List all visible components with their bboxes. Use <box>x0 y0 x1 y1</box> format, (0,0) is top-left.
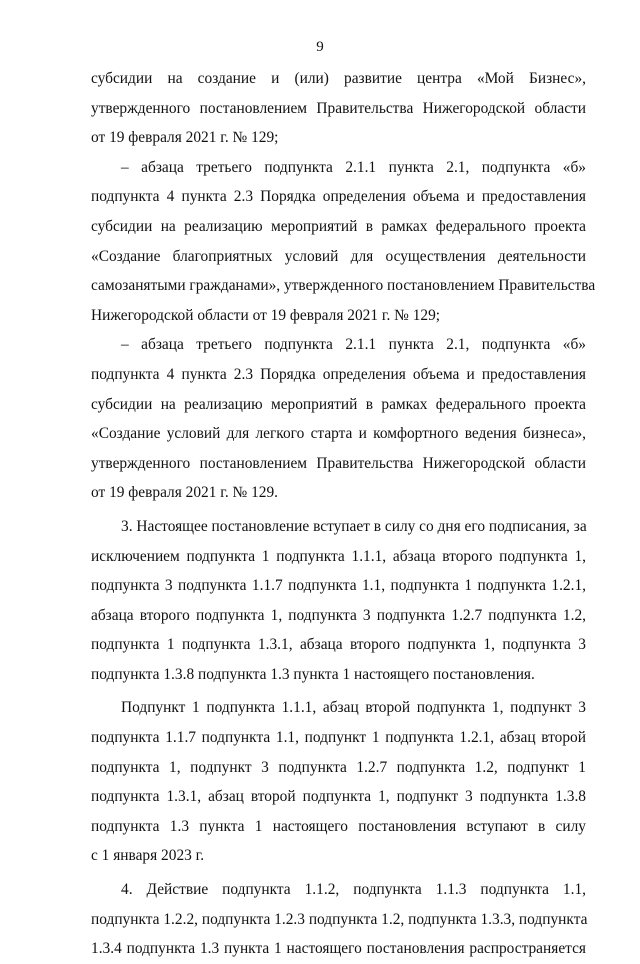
page-number: 9 <box>316 39 324 55</box>
text-line: 1.3.4 подпункта 1.3 пункта 1 настоящего постановления распространяется <box>91 940 586 958</box>
text-line: подпункта 4 пункта 2.3 Порядка определения объема и предоставления <box>91 365 586 383</box>
document-body <box>91 64 596 964</box>
text-line: субсидии на реализацию мероприятий в рамках федерального проекта <box>91 395 586 413</box>
text-line: подпункта 4 пункта 2.3 Порядка определения объема и предоставления <box>91 188 586 206</box>
text-line: 3. Настоящее постановление вступает в силу со дня его подписания, за <box>121 517 587 535</box>
text-line: подпункта 1.3.8 подпункта 1.3 пункта 1 настоящего постановления. <box>91 665 535 683</box>
text-line: подпункта 1 подпункта 1.3.1, абзаца второго подпункта 1, подпункта 3 <box>91 636 586 654</box>
text-line: подпункта 1.1.7 подпункта 1.1, подпункт 1 подпункта 1.2.1, абзац второй <box>91 729 586 747</box>
text-line: утвержденного постановлением Правительства Нижегородской области <box>91 99 586 117</box>
text-line: 4. Действие подпункта 1.1.2, подпункта 1.1.3 подпункта 1.1, <box>121 881 586 899</box>
text-line: подпункта 3 подпункта 1.1.7 подпункта 1.1, подпункта 1 подпункта 1.2.1, <box>91 577 586 595</box>
text-line: подпункта 1, подпункт 3 подпункта 1.2.7 подпункта 1.2, подпункт 1 <box>91 758 586 776</box>
text-line: субсидии на реализацию мероприятий в рамках федерального проекта <box>91 217 586 235</box>
text-line: от 19 февраля 2021 г. № 129; <box>91 129 279 147</box>
text-line: подпункта 1.2.2, подпункта 1.2.3 подпункта 1.2, подпункта 1.3.3, подпункта <box>91 910 588 928</box>
text-line: утвержденного постановлением Правительства Нижегородской области <box>91 454 586 472</box>
text-line: – абзаца третьего подпункта 2.1.1 пункта 2.1, подпункта «б» <box>121 336 586 354</box>
text-line: «Создание условий для легкого старта и комфортного ведения бизнеса», <box>91 425 586 443</box>
text-line: с 1 января 2023 г. <box>91 847 205 865</box>
text-line: от 19 февраля 2021 г. № 129. <box>91 484 279 502</box>
text-line: самозанятыми гражданами», утвержденного постановлением Правительства <box>91 277 596 295</box>
text-line: субсидии на создание и (или) развитие центра «Мой Бизнес», <box>91 70 586 87</box>
text-line: – абзаца третьего подпункта 2.1.1 пункта 2.1, подпункта «б» <box>121 158 586 176</box>
text-line: исключением подпункта 1 подпункта 1.1.1, абзаца второго подпункта 1, <box>91 547 586 565</box>
text-line: Нижегородской области от 19 февраля 2021 г. № 129; <box>91 306 441 324</box>
text-line: Подпункт 1 подпункта 1.1.1, абзац второй подпункта 1, подпункт 3 <box>121 699 586 717</box>
text-line: подпункта 1.3 пункта 1 настоящего постановления вступают в силу <box>91 817 586 835</box>
text-line: подпункта 1.3.1, абзац второй подпункта 1, подпункт 3 подпункта 1.3.8 <box>91 788 586 806</box>
text-line: «Создание благоприятных условий для осуществления деятельности <box>91 247 586 265</box>
text-line: абзаца второго подпункта 1, подпункта 3 подпункта 1.2.7 подпункта 1.2, <box>91 606 586 624</box>
